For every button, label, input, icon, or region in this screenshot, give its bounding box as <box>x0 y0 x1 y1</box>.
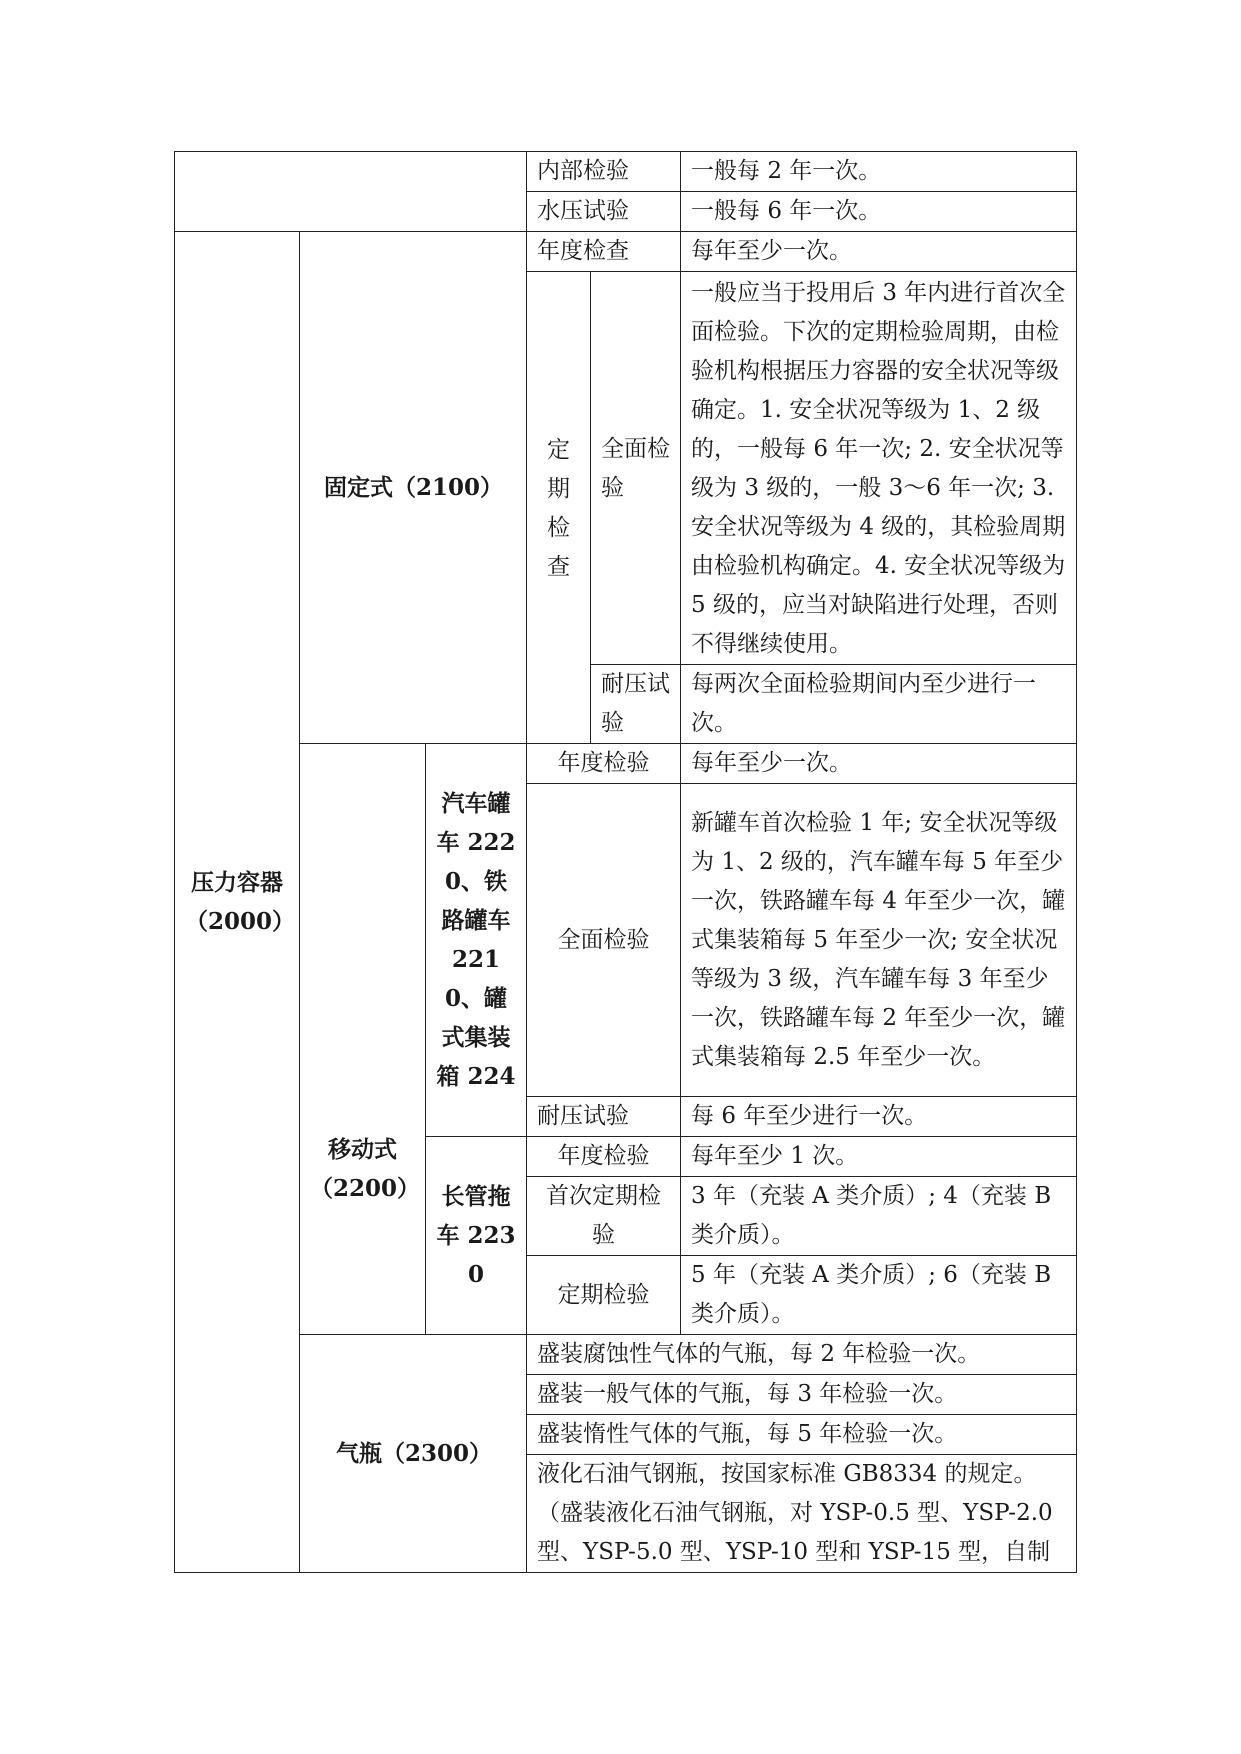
item-cell: 定期检验 <box>527 1256 681 1335</box>
period-cell: 每年至少 1 次。 <box>681 1137 1077 1177</box>
period-cell: 一般每 6 年一次。 <box>681 192 1077 232</box>
item-cell: 水压试验 <box>527 192 681 232</box>
vehicle-type-tube-trailer: 长管拖车 2230 <box>426 1137 527 1335</box>
subcategory-mobile: 移动式 （2200） <box>300 744 426 1335</box>
periodic-check-vertical-label: 定期检查 <box>527 272 591 744</box>
period-cell: 新罐车首次检验 1 年; 安全状况等级为 1、2 级的，汽车罐车每 5 年至少一次，铁路罐车每 4 年至少一次，罐式集装箱每 5 年至少一次; 安全状况等级为 3 级，汽车罐车每 3 年至少一次，铁路罐车每 2 年至少一次，罐式集装箱每 2.5 年至少一次。 <box>681 784 1077 1097</box>
item-cell: 全面检验 <box>527 784 681 1097</box>
table-row <box>175 744 1077 784</box>
continued-category-cell <box>175 152 527 232</box>
cylinder-rule-cell: 盛装惰性气体的气瓶，每 5 年检验一次。 <box>527 1415 1077 1455</box>
period-cell: 每 6 年至少进行一次。 <box>681 1097 1077 1137</box>
item-cell: 耐压试验 <box>591 665 681 744</box>
item-cell: 耐压试验 <box>527 1097 681 1137</box>
period-cell: 每两次全面检验期间内至少进行一次。 <box>681 665 1077 744</box>
item-cell: 首次定期检验 <box>527 1177 681 1256</box>
period-cell: 一般每 2 年一次。 <box>681 152 1077 192</box>
inspection-period-table <box>174 151 1077 1573</box>
period-cell: 每年至少一次。 <box>681 232 1077 272</box>
subcategory-fixed: 固定式（2100） <box>300 232 527 744</box>
table-row <box>175 232 1077 272</box>
vehicle-type-tank: 汽车罐车 2220、铁路罐车 2210、罐式集装箱 224 <box>426 744 527 1137</box>
category-label-line1: 压力容器 <box>191 869 283 896</box>
period-cell: 每年至少一次。 <box>681 744 1077 784</box>
cylinder-rule-cell: 盛装腐蚀性气体的气瓶，每 2 年检验一次。 <box>527 1335 1077 1375</box>
period-cell: 3 年（充装 A 类介质）; 4（充装 B 类介质）。 <box>681 1177 1077 1256</box>
item-cell: 年度检验 <box>527 744 681 784</box>
period-cell: 5 年（充装 A 类介质）; 6（充装 B 类介质）。 <box>681 1256 1077 1335</box>
category-pressure-vessel <box>175 232 300 1573</box>
table-row <box>175 152 1077 192</box>
cylinder-rule-cell: 液化石油气钢瓶，按国家标准 GB8334 的规定。（盛装液化石油气钢瓶，对 YSP-0.5 型、YSP-2.0 型、YSP-5.0 型、YSP-10 型和 YSP-15 型，自制 <box>527 1455 1077 1573</box>
item-cell: 年度检验 <box>527 1137 681 1177</box>
table-row <box>175 1335 1077 1375</box>
period-cell: 一般应当于投用后 3 年内进行首次全面检验。下次的定期检验周期，由检验机构根据压力容器的安全状况等级确定。1. 安全状况等级为 1、2 级的，一般每 6 年一次; 2. 安全状况等级为 3 级的，一般 3～6 年一次; 3. 安全状况等级为 4 级的，其检验周期由检验机构确定。4. 安全状况等级为 5 级的，应当对缺陷进行处理，否则不得继续使用。 <box>681 272 1077 665</box>
item-cell: 年度检查 <box>527 232 681 272</box>
item-cell: 内部检验 <box>527 152 681 192</box>
subcategory-cylinder: 气瓶（2300） <box>300 1335 527 1573</box>
category-code-line2: （2000） <box>185 908 296 935</box>
item-cell: 全面检验 <box>591 272 681 665</box>
cylinder-rule-cell: 盛装一般气体的气瓶，每 3 年检验一次。 <box>527 1375 1077 1415</box>
